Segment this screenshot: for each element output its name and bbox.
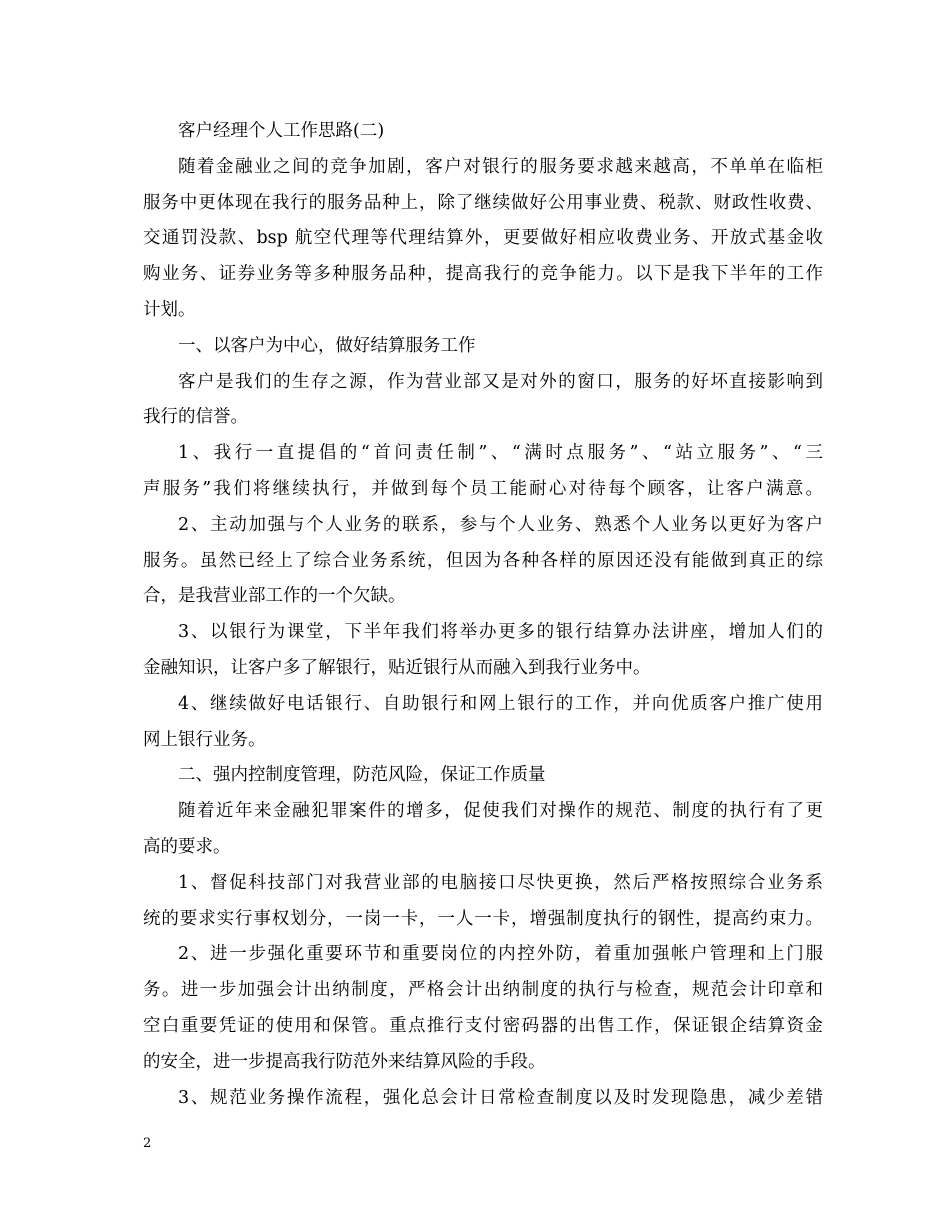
text-line: 随着近年来金融犯罪案件的增多，促使我们对操作的规范、制度的执行有了更 (178, 801, 823, 822)
text-line: 1、我行一直提倡的“首问责任制”、“满时点服务”、“站立服务”、“三 (178, 443, 823, 464)
page-number: 2 (143, 1136, 152, 1151)
text-line: 3、以银行为课堂，下半年我们将举办更多的银行结算办法讲座，增加人们的 (178, 622, 823, 643)
text-line: 统的要求实行事权划分，一岗一卡，一人一卡，增强制度执行的钢性，提高约束力。 (143, 908, 823, 929)
text-line: 2、进一步强化重要环节和重要岗位的内控外防，着重加强帐户管理和上门服 (178, 944, 823, 965)
text-line: 2、主动加强与个人业务的联系，参与个人业务、熟悉个人业务以更好为客户 (178, 514, 823, 535)
text-line: 交通罚没款、bsp 航空代理等代理结算外，更要做好相应收费业务、开放式基金收 (143, 228, 823, 249)
text-line: 网上银行业务。 (143, 729, 266, 750)
text-line: 服务中更体现在我行的服务品种上，除了继续做好公用事业费、税款、财政性收费、 (143, 192, 823, 213)
text-line: 我行的信誉。 (143, 407, 248, 428)
text-line: 3、规范业务操作流程，强化总会计日常检查制度以及时发现隐患，减少差错 (178, 1087, 823, 1108)
text-line: 二、强内控制度管理，防范风险，保证工作质量 (178, 765, 546, 786)
text-line: 客户是我们的生存之源，作为营业部又是对外的窗口，服务的好坏直接影响到 (178, 371, 823, 392)
text-line: 4、继续做好电话银行、自助银行和网上银行的工作，并向优质客户推广使用 (178, 693, 823, 714)
text-line: 金融知识，让客户多了解银行，贴近银行从而融入到我行业务中。 (143, 657, 651, 678)
text-line: 计划。 (143, 299, 196, 320)
document-body (143, 114, 823, 1116)
text-line: 客户经理个人工作思路(二) (178, 121, 385, 141)
text-line: 合，是我营业部工作的一个欠缺。 (143, 586, 406, 607)
text-line: 服务。虽然已经上了综合业务系统，但因为各种各样的原因还没有能做到真正的综 (143, 550, 823, 571)
text-line: 的安全，进一步提高我行防范外来结算风险的手段。 (143, 1051, 546, 1072)
text-line: 1、督促科技部门对我营业部的电脑接口尽快更换，然后严格按照综合业务系 (178, 872, 823, 893)
text-line: 高的要求。 (143, 836, 231, 857)
text-line: 购业务、证券业务等多种服务品种，提高我行的竞争能力。以下是我下半年的工作 (143, 264, 823, 285)
text-line: 声服务”我们将继续执行，并做到每个员工能耐心对待每个顾客，让客户满意。 (143, 478, 823, 499)
text-line: 务。进一步加强会计出纳制度，严格会计出纳制度的执行与检查，规范会计印章和 (143, 980, 823, 1001)
text-line: 一、以客户为中心，做好结算服务工作 (178, 335, 476, 356)
text-line: 空白重要凭证的使用和保管。重点推行支付密码器的出售工作，保证银企结算资金 (143, 1015, 823, 1036)
text-line: 随着金融业之间的竞争加剧，客户对银行的服务要求越来越高，不单单在临柜 (178, 156, 823, 177)
